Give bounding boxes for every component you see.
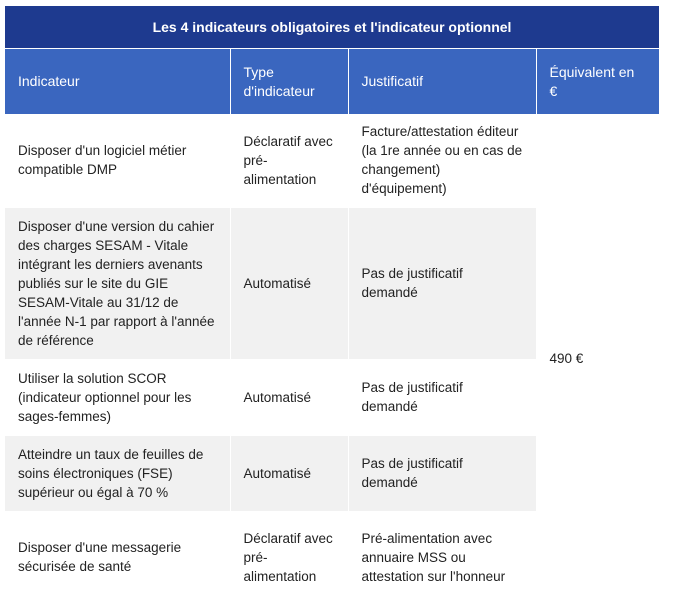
header-row — [5, 49, 659, 114]
header-indicateur: Indicateur — [5, 49, 230, 114]
cell-justificatif: Pas de justificatif demandé — [348, 207, 536, 359]
header-equivalent: Équivalent en € — [536, 49, 659, 114]
cell-justificatif: Pas de justificatif demandé — [348, 359, 536, 435]
indicators-table-container — [5, 6, 659, 604]
indicators-table — [5, 49, 659, 604]
cell-indicateur: Disposer d'une version du cahier des charges SESAM - Vitale intégrant les derniers avenants publiés sur le site du GIE SESAM-Vitale au 31/12 de l'année N-1 par rapport à l'année de référence — [5, 207, 230, 359]
cell-indicateur: Utiliser la solution SCOR (indicateur optionnel pour les sages-femmes) — [5, 359, 230, 435]
cell-indicateur: Disposer d'une messagerie sécurisée de santé — [5, 511, 230, 603]
header-type: Type d'indicateur — [230, 49, 348, 114]
header-justificatif: Justificatif — [348, 49, 536, 114]
table-title: Les 4 indicateurs obligatoires et l'indicateur optionnel — [5, 6, 659, 49]
cell-equivalent-value: 490 € — [536, 114, 659, 603]
cell-indicateur: Atteindre un taux de feuilles de soins électroniques (FSE) supérieur ou égal à 70 % — [5, 435, 230, 511]
cell-type: Automatisé — [230, 207, 348, 359]
cell-justificatif: Pré-alimentation avec annuaire MSS ou attestation sur l'honneur — [348, 511, 536, 603]
cell-justificatif: Facture/attestation éditeur (la 1re année ou en cas de changement) d'équipement) — [348, 114, 536, 207]
cell-type: Déclaratif avec pré-alimentation — [230, 114, 348, 207]
table-row — [5, 114, 659, 207]
cell-indicateur: Disposer d'un logiciel métier compatible DMP — [5, 114, 230, 207]
cell-type: Déclaratif avec pré-alimentation — [230, 511, 348, 603]
cell-justificatif: Pas de justificatif demandé — [348, 435, 536, 511]
cell-type: Automatisé — [230, 435, 348, 511]
cell-type: Automatisé — [230, 359, 348, 435]
